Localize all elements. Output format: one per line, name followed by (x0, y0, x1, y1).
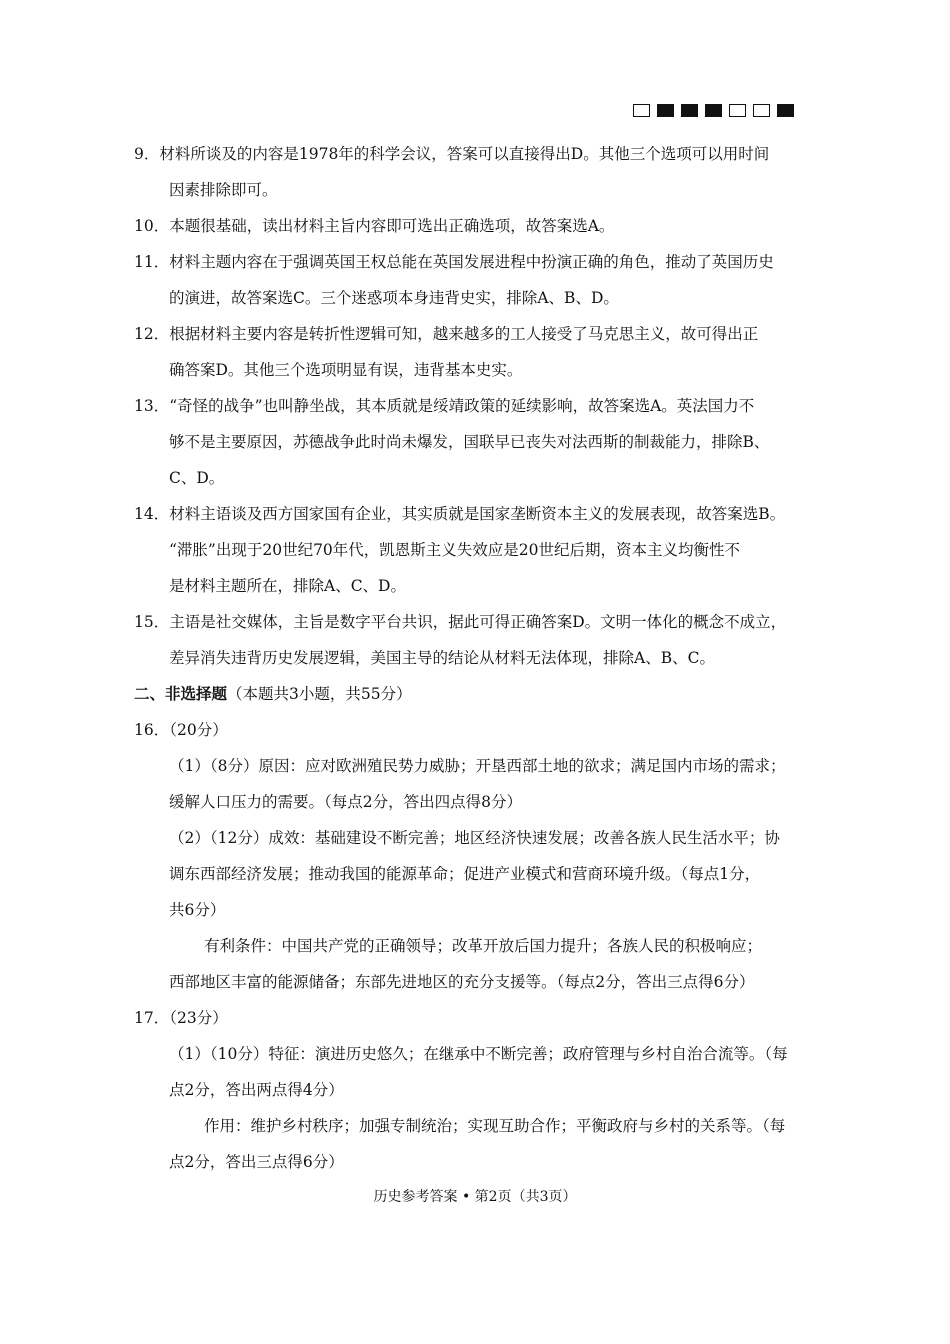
answer-14: 14．材料主语谈及西方国家国有企业，其实质就是国家垄断资本主义的发展表现，故答案选B。 “滞胀”出现于20世纪70年代，凯恩斯主义失效应是20世纪后期，资本主义均衡性不 是材料主题所在，排除A、C、D。 (134, 505, 786, 595)
mark-1 (633, 104, 650, 117)
q16-part2: （2）（12分）成效：基础建设不断完善；地区经济快速发展；改善各族人民生活水平；协 调东西部经济发展；推动我国的能源革命；促进产业模式和营商环境升级。（每点1分， 共6分） (169, 829, 780, 919)
q16-conditions: 有利条件：中国共产党的正确领导；改革开放后国力提升；各族人民的积极响应； 西部地区丰富的能源储备；东部先进地区的充分支援等。（每点2分，答出三点得6分） (169, 937, 763, 991)
section-2-title: 二、非选择题 (134, 684, 228, 703)
q17-heading: 17．（23分） (134, 1009, 228, 1027)
answer-13: 13．“奇怪的战争”也叫静坐战，其本质就是绥靖政策的延续影响，故答案选A。英法国力不 够不是主要原因，苏德战争此时尚未爆发，国联早已丧失对法西斯的制裁能力，排除B、 C、D。 (134, 397, 770, 487)
answer-content (134, 136, 824, 1180)
mark-4 (705, 104, 722, 117)
answer-12: 12．根据材料主要内容是转折性逻辑可知，越来越多的工人接受了马克思主义，故可得出正 确答案D。其他三个选项明显有误，违背基本史实。 (134, 325, 759, 379)
answer-11: 11．材料主题内容在于强调英国王权总能在英国发展进程中扮演正确的角色，推动了英国历史 的演进，故答案选C。三个迷惑项本身违背史实，排除A、B、D。 (134, 253, 774, 307)
q17-part1: （1）（10分）特征：演进历史悠久；在继承中不断完善；政府管理与乡村自治合流等。（每 点2分，答出两点得4分） (169, 1045, 788, 1099)
section-2-note: （本题共3小题，共55分） (227, 685, 412, 703)
mark-3 (681, 104, 698, 117)
mark-6 (753, 104, 770, 117)
mark-2 (657, 104, 674, 117)
q16-part1: （1）（8分）原因：应对欧洲殖民势力威胁；开垦西部土地的欲求；满足国内市场的需求； 缓解人口压力的需要。（每点2分，答出四点得8分） (169, 757, 786, 811)
q16-heading: 16．（20分） (134, 721, 228, 739)
mark-7 (777, 104, 794, 117)
header-marks (633, 104, 794, 117)
page-footer: 历史参考答案 • 第2页（共3页） (373, 1189, 577, 1205)
mark-5 (729, 104, 746, 117)
q17-effects: 作用：维护乡村秩序；加强专制统治；实现互助合作；平衡政府与乡村的关系等。（每 点2分，答出三点得6分） (169, 1117, 786, 1171)
section-2-heading (134, 676, 824, 712)
answer-15: 15．主语是社交媒体，主旨是数字平台共识，据此可得正确答案D。文明一体化的概念不成立， 差异消失违背历史发展逻辑，美国主导的结论从材料无法体现，排除A、B、C。 (134, 613, 787, 667)
answer-9: 9．材料所谈及的内容是1978年的科学会议，答案可以直接得出D。其他三个选项可以用时间 因素排除即可。 (134, 145, 770, 199)
answer-10: 10．本题很基础，读出材料主旨内容即可选出正确选项，故答案选A。 (134, 217, 615, 235)
